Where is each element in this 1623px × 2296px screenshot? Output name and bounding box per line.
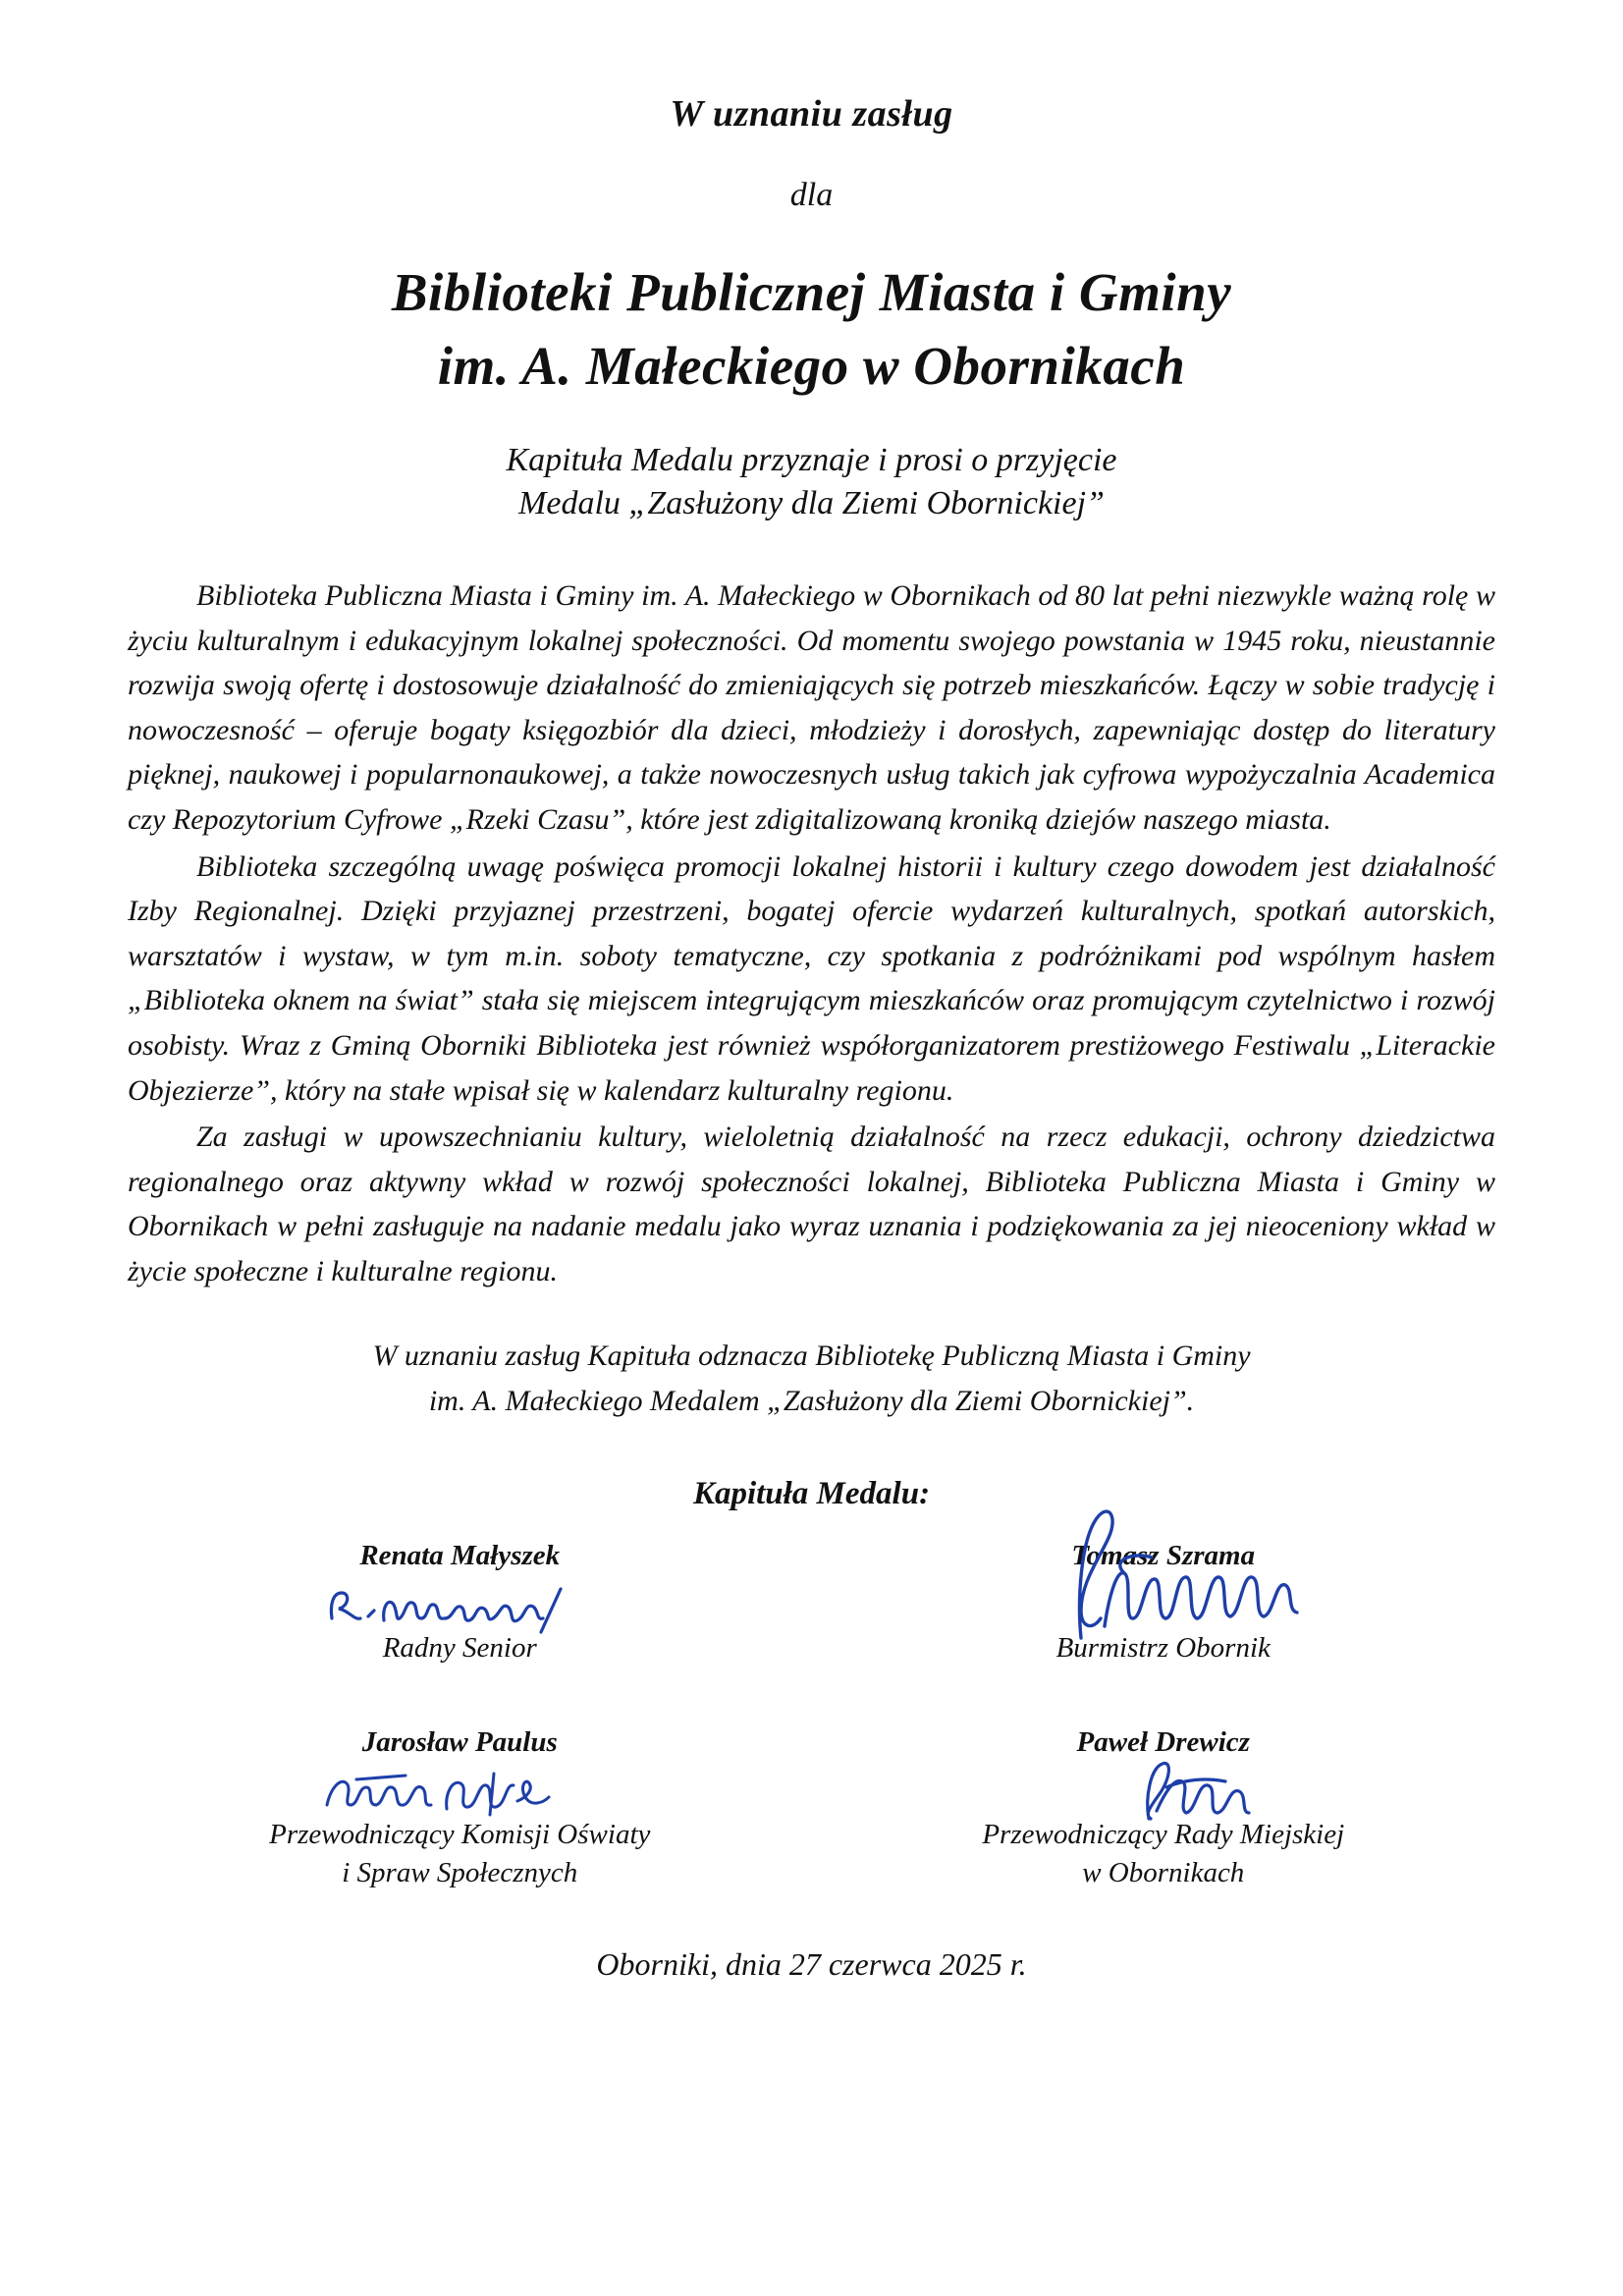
signatures-heading: Kapituła Medalu: — [692, 1475, 931, 1511]
signatory-role — [832, 1629, 1496, 1667]
signatory-name: Tomasz Szrama — [1071, 1539, 1256, 1571]
closing-line-1: W uznaniu zasług Kapituła odznacza Bibliotekę Publiczną Miasta i Gminy — [372, 1339, 1251, 1372]
signatory-role-line1: Przewodniczący Komisji Oświaty — [269, 1818, 651, 1850]
citation-paragraph-1: Biblioteka Publiczna Miasta i Gminy im. A. Małeckiego w Obornikach od 80 lat pełni niezwykle ważną rolę w życiu kulturalnym i edukacyjnym lokalnej społeczności. Od momentu swojego powstania w 1945 roku, nieustannie rozwija swoją ofertę i dostosowuje działalność do zmieniających się potrzeb mieszkańców. Łączy w sobie tradycję i nowoczesność – oferuje bogaty księgozbiór dla dzieci, młodzieży i dorosłych, zapewniając dostęp do literatury pięknej, naukowej i popularnonaukowej, a także nowoczesnych usług takich jak cyfrowa wypożyczalnia Academica czy Repozytorium Cyfrowe „Rzeki Czasu”, które jest zdigitalizowaną kroniką dziejów naszego miasta. — [128, 579, 1495, 836]
award-statement-line1: Kapituła Medalu przyznaje i prosi o przyjęcie — [506, 442, 1117, 478]
signatory-role — [128, 1816, 792, 1892]
closing-line-2: im. A. Małeckiego Medalem „Zasłużony dla Ziemi Obornickiej”. — [428, 1385, 1195, 1417]
signatory-role-line1: Przewodniczący Rady Miejskiej — [982, 1818, 1345, 1850]
recipient-name-line1: Biblioteki Publicznej Miasta i Gminy — [391, 262, 1232, 322]
signatory-name: Paweł Drewicz — [1076, 1725, 1250, 1758]
award-statement-line2: Medalu „Zasłużony dla Ziemi Obornickiej” — [518, 485, 1105, 521]
signatory-role-line1: Burmistrz Obornik — [1055, 1631, 1271, 1664]
place-and-date: Oborniki, dnia 27 czerwca 2025 r. — [596, 1945, 1027, 1982]
signatory-role — [832, 1816, 1496, 1892]
signature-block-pawel-drewicz — [832, 1726, 1496, 1913]
signature-block-renata-malyszek — [128, 1540, 792, 1726]
citation-body — [128, 574, 1495, 1294]
signatory-name: Jarosław Paulus — [361, 1725, 558, 1758]
recipient-name-line2: im. A. Małeckiego w Obornikach — [437, 336, 1186, 396]
closing-statement — [128, 1334, 1495, 1425]
signatory-role-line2: i Spraw Społecznych — [342, 1856, 578, 1888]
signatory-role — [128, 1629, 792, 1667]
heading-for: dla — [789, 177, 834, 213]
signature-block-tomasz-szrama — [832, 1540, 1496, 1726]
citation-paragraph-3: Za zasługi w upowszechnianiu kultury, wieloletnią działalność na rzecz edukacji, ochrony dziedzictwa regionalnego oraz aktywny wkład w rozwój społeczności lokalnej, Biblioteka Publiczna Miasta i Gminy w Obornikach w pełni zasługuje na nadanie medalu jako wyraz uznania i podziękowania za jej nieoceniony wkład w życie społeczne i kulturalne regionu. — [128, 1121, 1495, 1287]
signature-block-jaroslaw-paulus — [128, 1726, 792, 1913]
citation-paragraph-2: Biblioteka szczególną uwagę poświęca promocji lokalnej historii i kultury czego dowodem jest działalność Izby Regionalnej. Dzięki przyjaznej przestrzeni, bogatej ofercie wydarzeń kulturalnych, spotkań autorskich, warsztatów i wystaw, w tym m.in. soboty tematyczne, czy spotkania z podróżnikami pod wspólnym hasłem „Biblioteka oknem na świat” stała się miejscem integrującym mieszkańców oraz promującym czytelnictwo i rozwój osobisty. Wraz z Gminą Oborniki Biblioteka jest również współorganizatorem prestiżowego Festiwalu „Literackie Objezierze”, który na stałe wpisał się w kalendarz kulturalny regionu. — [128, 849, 1495, 1107]
handwritten-signature-icon — [987, 1501, 1340, 1648]
signatory-role-line1: Radny Senior — [382, 1631, 537, 1664]
heading-in-recognition: W uznaniu zasług — [670, 93, 953, 135]
signatory-name: Renata Małyszek — [359, 1539, 561, 1571]
signature-grid — [128, 1540, 1495, 1913]
signatory-role-line2: w Obornikach — [1082, 1856, 1245, 1888]
